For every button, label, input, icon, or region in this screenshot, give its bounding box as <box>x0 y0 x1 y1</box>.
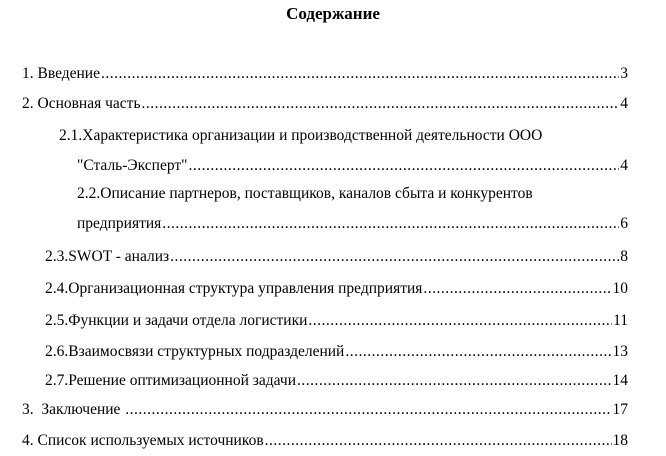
toc-entry-introduction[interactable] <box>22 64 628 84</box>
toc-entry-main-part[interactable] <box>22 94 628 114</box>
toc-entry-page: 17 <box>612 401 628 418</box>
toc-entry-2-2-line1: 2.2.Описание партнеров, поставщиков, каналов сбыта и конкурентов <box>77 185 533 202</box>
toc-entry-label: 4. Список используемых источников <box>22 432 264 449</box>
toc-entry-2-7[interactable] <box>45 371 628 391</box>
toc-entry-references[interactable] <box>22 431 628 451</box>
toc-entry-label: 2.7.Решение оптимизационной задачи <box>45 372 297 389</box>
toc-entry-page: 8 <box>620 248 628 265</box>
dot-leader <box>188 156 619 176</box>
toc-entry-2-1[interactable] <box>77 156 628 176</box>
toc-entry-label: 2.3.SWOT - анализ <box>45 248 170 265</box>
toc-entry-label: 2. Основная часть <box>22 95 141 112</box>
toc-entry-page: 3 <box>620 65 628 82</box>
toc-entry-2-4[interactable] <box>45 279 628 299</box>
toc-entry-2-2[interactable] <box>77 214 628 234</box>
toc-entry-2-5[interactable] <box>45 311 628 331</box>
dot-leader <box>265 431 612 451</box>
toc-entry-page: 4 <box>620 157 628 174</box>
toc-entry-2-6[interactable] <box>45 342 628 362</box>
toc-entry-conclusion[interactable] <box>22 400 628 420</box>
toc-entry-label: 2.4.Организационная структура управления предприятия <box>45 280 423 297</box>
toc-entry-page: 18 <box>612 432 628 449</box>
dot-leader <box>423 279 611 299</box>
dot-leader <box>162 214 619 234</box>
dot-leader <box>297 371 611 391</box>
toc-entry-label: 1. Введение <box>22 65 100 82</box>
toc-entry-label: "Сталь-Эксперт" <box>77 157 188 174</box>
toc-entry-2-3[interactable] <box>45 247 628 267</box>
toc-entry-label: 2.6.Взаимосвязи структурных подразделений <box>45 343 345 360</box>
dot-leader <box>308 311 612 331</box>
toc-entry-page: 11 <box>613 312 628 329</box>
toc-entry-label: 3. Заключение <box>22 401 125 418</box>
toc-entry-page: 14 <box>612 372 628 389</box>
toc-entry-page: 13 <box>612 343 628 360</box>
dot-leader <box>170 247 619 267</box>
toc-entry-label: предприятия <box>77 215 162 232</box>
toc-entry-2-1-line1: 2.1.Характеристика организации и производственной деятельности ООО <box>59 127 543 144</box>
dot-leader <box>101 64 619 84</box>
dot-leader <box>125 400 611 420</box>
toc-entry-page: 6 <box>620 215 628 232</box>
toc-title: Содержание <box>286 4 380 23</box>
dot-leader <box>142 94 620 114</box>
toc-entry-label: 2.5.Функции и задачи отдела логистики <box>45 312 308 329</box>
toc-entry-page: 10 <box>612 280 628 297</box>
toc-entry-page: 4 <box>620 95 628 112</box>
dot-leader <box>345 342 611 362</box>
